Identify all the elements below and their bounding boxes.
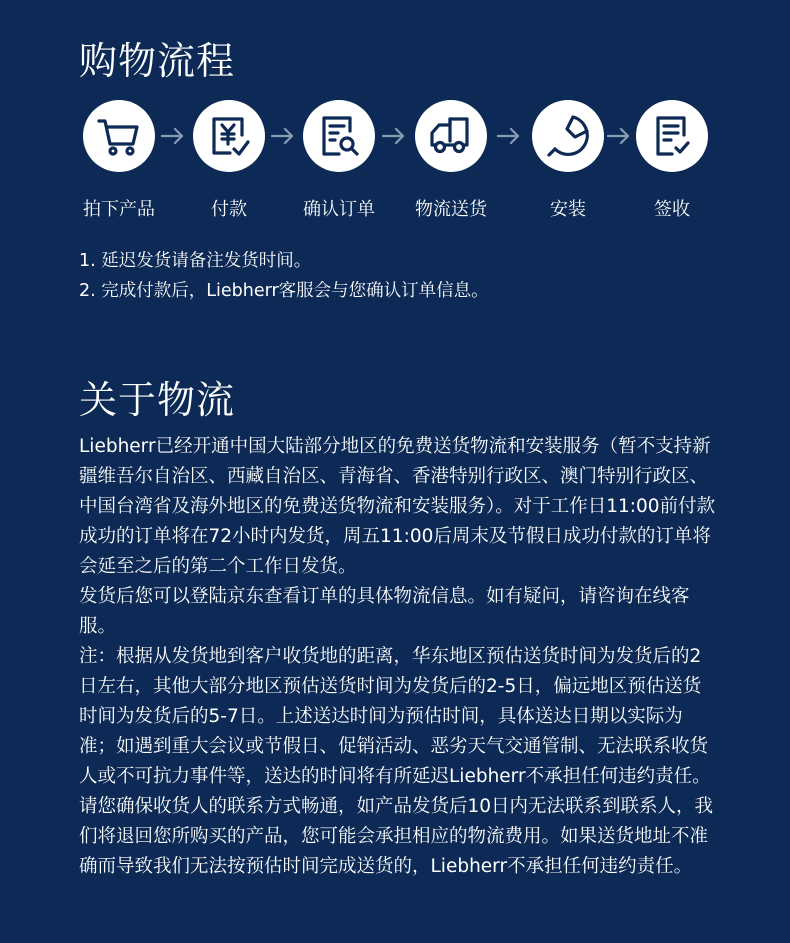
order-notes (79, 246, 489, 306)
logistics-paragraph: Liebherr已经开通中国大陆部分地区的免费送货物流和安装服务（暂不支持新疆维吾尔自治区、西藏自治区、青海省、香港特别行政区、澳门特别行政区、中国台湾省及海外地区的免费送货物流和安装服务）。对于工作日11:00前付款成功的订单将在72小时内发货，周五11:00后周末及节假日成功付款的订单将会延至之后的第二个工作日发货。 (79, 436, 716, 577)
payment-yen-icon (193, 100, 265, 172)
section-title-about-logistics: 关于物流 (79, 378, 236, 422)
delivery-truck-icon (415, 100, 487, 172)
logistics-description (79, 432, 719, 882)
step-label-confirm-order: 确认订单 (303, 199, 375, 220)
step-label-sign-receipt: 签收 (654, 199, 690, 220)
arrow-right-icon (161, 125, 185, 147)
wrench-icon (532, 100, 604, 172)
logistics-paragraph: 发货后您可以登陆京东查看订单的具体物流信息。如有疑问，请咨询在线客服。 (79, 586, 690, 637)
document-search-icon (303, 100, 375, 172)
step-label-place-order: 拍下产品 (83, 199, 155, 220)
arrow-right-icon (382, 125, 406, 147)
shopping-cart-icon (83, 100, 155, 172)
arrow-right-icon (271, 125, 295, 147)
step-label-installation: 安装 (550, 199, 586, 220)
note-item: 1. 延迟发货请备注发货时间。 (79, 251, 312, 271)
arrow-right-icon (497, 125, 521, 147)
signed-document-icon (636, 100, 708, 172)
logistics-paragraph: 注：根据从发货地到客户收货地的距离，华东地区预估送货时间为发货后的2日左右，其他大部分地区预估送货时间为发货后的2-5日，偏远地区预估送货时间为发货后的5-7日。上述送达时间为预估时间，具体送达日期以实际为准；如遇到重大会议或节假日、促销活动、恶劣天气交通管制、无法联系收货人或不可抗力事件等，送达的时间将有所延迟Liebherr不承担任何违约责任。请您确保收货人的联系方式畅通，如产品发货后10日内无法联系到联系人，我们将退回您所购买的产品，您可能会承担相应的物流费用。如果送货地址不准确而导致我们无法按预估时间完成送货的，Liebherr不承担任何违约责任。 (79, 646, 714, 877)
shopping-process-steps (0, 100, 790, 230)
section-title-shopping-process: 购物流程 (79, 39, 236, 83)
step-label-payment: 付款 (211, 199, 247, 220)
note-item: 2. 完成付款后，Liebherr客服会与您确认订单信息。 (79, 281, 489, 301)
step-label-delivery: 物流送货 (415, 199, 487, 220)
arrow-right-icon (607, 125, 631, 147)
